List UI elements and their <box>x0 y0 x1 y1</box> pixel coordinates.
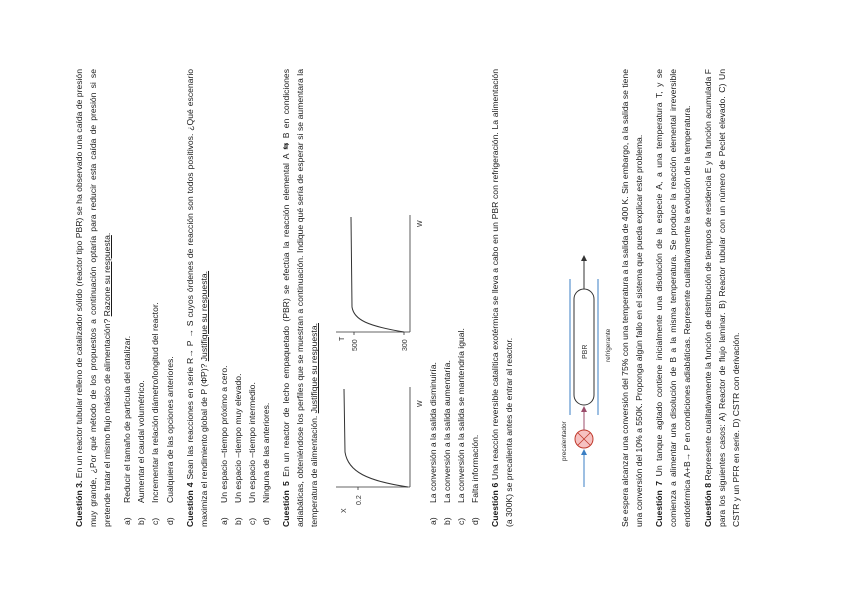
question-6 <box>488 69 516 527</box>
x-axis-label-right: W <box>416 220 424 227</box>
option-b: b) Un espacio –tiempo muy elevado. <box>232 373 243 525</box>
question-3: Cuestión 3. En un reactor tubular relleno de catalizador sólido (reactor tipo PBR) se ha observado una caída de presión muy grande, ¿Por qué método de los propuestos a continuación optaría para reducir esta caída de presión si se pretende tratar el mismo flujo másico de alimentación? Razone su respuesta. <box>74 69 113 527</box>
reactor-label: PBR <box>582 344 590 359</box>
question-6-text: Una reacción reversible catalítica exotérmica se lleva a cabo en un PBR con refrigeración. La alimentación (a 300K) se precalienta antes de entrar al reactor. <box>489 69 514 527</box>
temperature-plot <box>336 215 424 351</box>
option-d: d) Cualquiera de las opciones anteriores. <box>164 356 175 525</box>
y-tick-label-left: 0.2 <box>355 495 363 505</box>
question-3-text: En un reactor tubular relleno de catalizador sólido (reactor tipo PBR) se ha observado una caída de presión muy grande, ¿Por qué método de los propuestos a continuación optaría para reducir esta caída de presión si se pretende tratar el mismo flujo másico de alimentación? <box>74 69 113 527</box>
option-d: d) Falta información. <box>469 434 480 525</box>
inlet-arrow-icon <box>581 449 587 455</box>
feed-arrow-icon <box>581 406 587 412</box>
question-5-heading: Cuestión 5 <box>281 481 292 527</box>
question-3-options <box>120 69 176 527</box>
temperature-curve <box>351 217 404 332</box>
conversion-curve <box>344 389 408 487</box>
question-5-options <box>426 69 482 527</box>
y-axis-label-left: X <box>340 508 348 513</box>
option-c: c) La conversión a la salida se mantendría igual. <box>455 328 466 525</box>
option-b: b) La conversión a la salida aumentaría. <box>441 360 452 525</box>
question-3-instruction: Razone su respuesta <box>102 235 113 317</box>
option-c: c) Incrementar la relación diámetro/longitud del reactor. <box>150 302 161 525</box>
question-7 <box>652 69 694 527</box>
option-a: a) Un espacio –tiempo próximo a cero. <box>218 365 229 525</box>
question-6-heading: Cuestión 6 <box>489 482 500 527</box>
coolant-label: refrigerante <box>605 328 613 362</box>
outlet-arrow-icon <box>581 255 587 261</box>
y-tick-label-500: 500 <box>351 339 359 351</box>
conversion-plot <box>336 387 424 513</box>
pbr-diagram <box>522 69 618 527</box>
option-a: a) Reducir el tamaño de partícula del catalizar. <box>122 335 133 525</box>
profiles-figure <box>328 197 424 527</box>
option-c: c) Un espacio –tiempo intermedio. <box>247 382 258 525</box>
question-5 <box>279 69 321 527</box>
question-7-heading: Cuestión 7 <box>654 480 665 527</box>
question-3-heading: Cuestión 3. <box>74 480 84 527</box>
option-a: a) La conversión a la salida disminuiría. <box>427 362 438 525</box>
y-axis-label-right: T <box>338 336 346 341</box>
question-8-text: Represente cualitativamente la función de distribución de tiempos de residencia E y la función acumulada F para los siguientes casos: A) Reactor de flujo laminar. B) Reactor tubular con un número de Peclet elevado. C) Un CSTR y un PFR en serie. D) CSTR con derivación. <box>702 69 741 527</box>
preheater-label: precalentador <box>561 421 569 461</box>
question-4-heading: Cuestión 4 <box>184 482 195 527</box>
exam-questions <box>72 69 749 527</box>
question-4-instruction: Justifique su respuesta. <box>198 270 209 362</box>
question-8 <box>701 69 743 527</box>
question-6-continued: Se espera alcanzar una conversión del 75% con una temperatura a la salida de 400 K. Sin embargo, a la salida se tiene una conversión del 10% a 550K. Proponga algún fallo en el sistema que pueda explicar este problema. <box>620 69 645 527</box>
option-d: d) Ninguna de las anteriores. <box>261 402 272 525</box>
question-5-text: En un reactor de lecho empaquetado (PBR) se efectúa la reacción elemental A ⇆ B en condiciones adiabáticas, obteniéndose los perfiles que se muestran a continuación. Indique qué sería de esperar si se aumentara la temperatura de alimentación. <box>281 69 320 527</box>
y-tick-label-300: 300 <box>401 339 409 351</box>
x-axis-label-left: W <box>416 400 424 407</box>
question-4-options <box>217 69 273 527</box>
question-7-text: Un tanque agitado contiene inicialmente una disolución de la especie A, a una temperatura T, y se comienza a alimentar una disolución de B a la misma temperatura. Se produce la reacción elemental irreversible endotérmica A+B→ P en condiciones adiabáticas. Represente cualitativamente la evolución de la temperatura. <box>654 69 693 527</box>
question-4-text: Sean las reacciones en serie R→ P → S cuyos órdenes de reacción son todos positivos. ¿Qué escenario maximiza el rendimiento global de P (Φ̄P)? <box>184 68 209 527</box>
question-4 <box>183 69 211 527</box>
question-5-instruction: Justifique su respuesta. <box>309 323 320 414</box>
question-8-heading: Cuestión 8 <box>702 482 713 527</box>
option-b: b) Aumentar el caudal volumétrico. <box>136 380 147 525</box>
